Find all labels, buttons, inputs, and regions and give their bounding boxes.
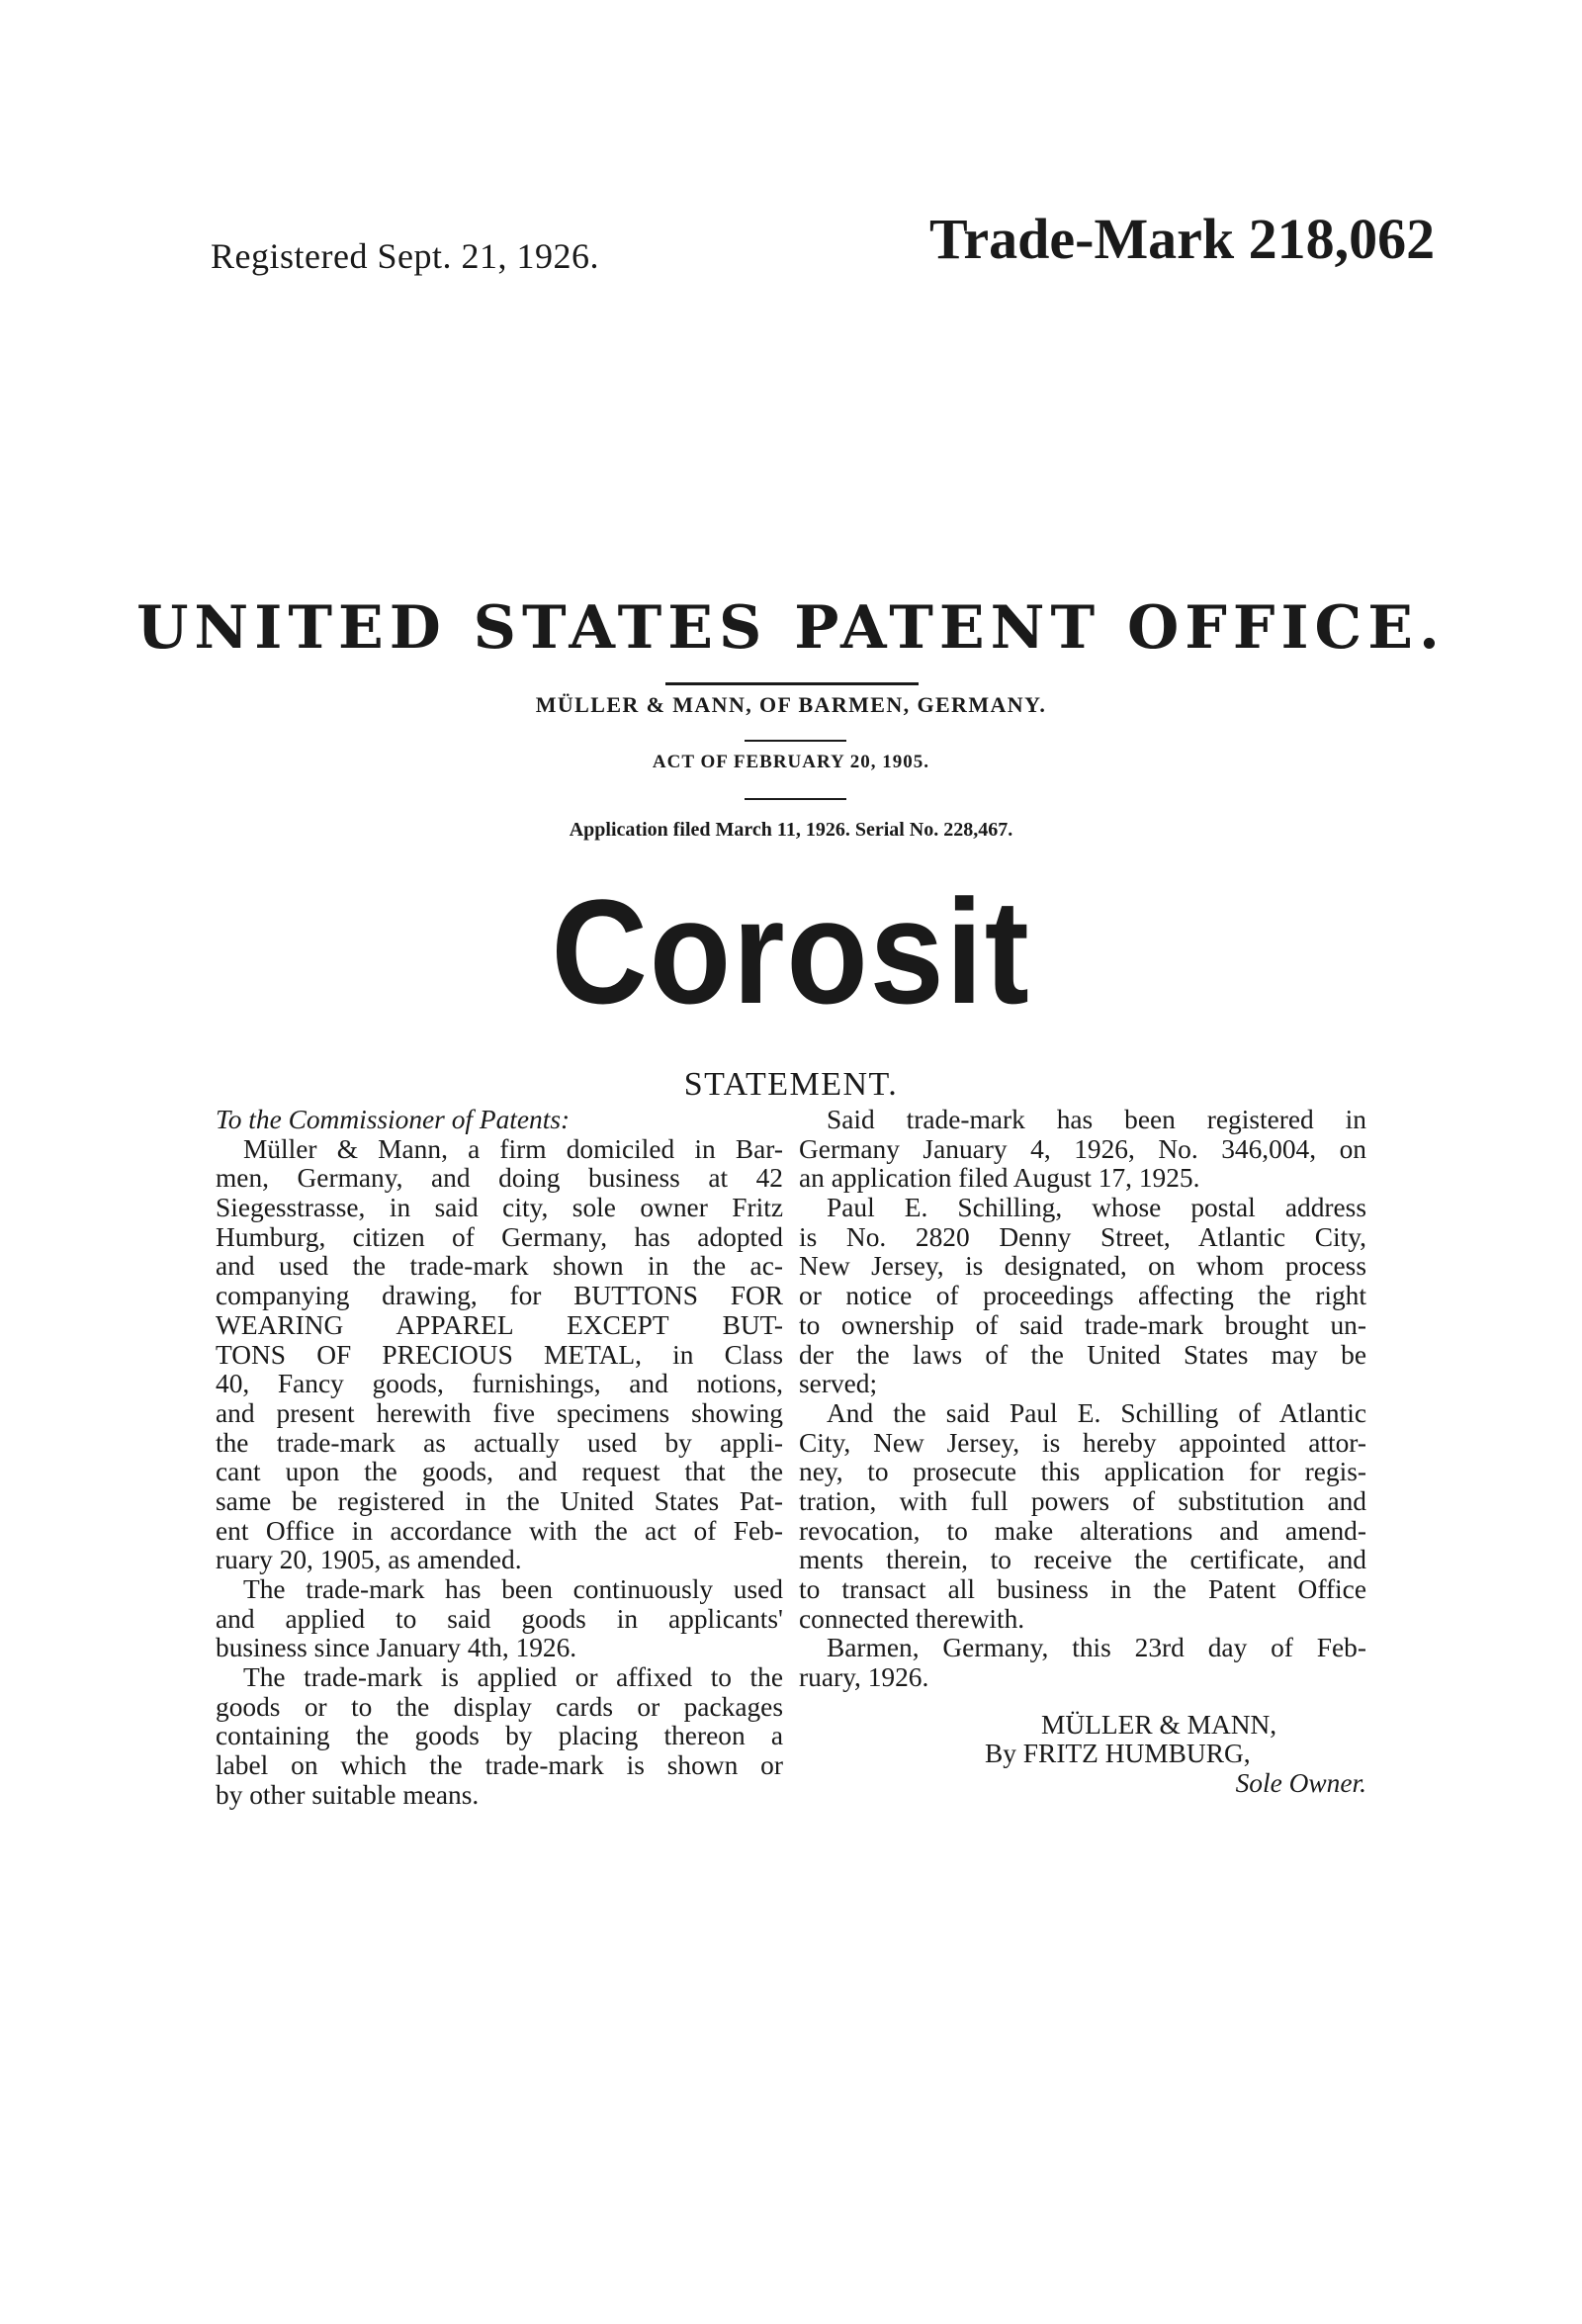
statement-left-column (216, 1106, 783, 1811)
act-line: ACT OF FEBRUARY 20, 1905. (652, 752, 930, 772)
text-line: TONS OF PRECIOUS METAL, in Class (216, 1339, 783, 1370)
text-line: WEARING APPAREL EXCEPT BUT- (216, 1309, 783, 1340)
signature-role: Sole Owner. (1235, 1768, 1366, 1799)
applicant-line: MÜLLER & MANN, OF BARMEN, GERMANY. (535, 692, 1047, 717)
text-line: der the laws of the United States may be (799, 1339, 1366, 1370)
text-line: Humburg, citizen of Germany, has adopted (216, 1221, 783, 1252)
text-line: ney, to prosecute this application for regis- (799, 1457, 1366, 1487)
text-line: and present herewith five specimens showing (216, 1397, 783, 1428)
signature-firm: MÜLLER & MANN, (1041, 1709, 1277, 1740)
text-line: to ownership of said trade-mark brought un- (799, 1309, 1366, 1340)
signature-by: By FRITZ HUMBURG, (985, 1739, 1251, 1769)
text-line: tration, with full powers of substitution and (799, 1485, 1366, 1516)
divider (665, 682, 919, 685)
statement-right-column (799, 1106, 1366, 1799)
text-line: same be registered in the United States Pat- (216, 1485, 783, 1516)
text-line: And the said Paul E. Schilling of Atlantic (827, 1397, 1366, 1428)
office-title: UNITED STATES PATENT OFFICE. (136, 593, 1446, 663)
text-line: Müller & Mann, a firm domiciled in Bar- (243, 1133, 783, 1164)
text-line: business since January 4th, 1926. (216, 1633, 577, 1663)
text-line: by other suitable means. (216, 1779, 480, 1810)
text-line: and used the trade-mark shown in the ac- (216, 1251, 783, 1282)
text-line: or notice of proceedings affecting the right (799, 1281, 1366, 1311)
text-line: Barmen, Germany, this 23rd day of Feb- (827, 1633, 1366, 1663)
text-line: served; (799, 1369, 878, 1399)
application-filed-line: Application filed March 11, 1926. Serial No. 228,467. (569, 819, 1013, 841)
text-line: Germany January 4, 1926, No. 346,004, on (799, 1133, 1366, 1164)
text-line: men, Germany, and doing business at 42 (216, 1163, 783, 1194)
salutation: To the Commissioner of Patents: (216, 1105, 571, 1134)
text-line: New Jersey, is designated, on whom process (799, 1251, 1366, 1282)
text-line: Paul E. Schilling, whose postal address (827, 1193, 1366, 1223)
trademark-word: Corosit (551, 868, 1031, 1034)
text-line: connected therewith. (799, 1603, 1025, 1634)
trademark-number: Trade-Mark 218,062 (929, 207, 1436, 271)
text-line: containing the goods by placing thereon a (216, 1721, 783, 1751)
text-line: 40, Fancy goods, furnishings, and notions, (216, 1369, 783, 1399)
text-line: the trade-mark as actually used by appli- (216, 1427, 783, 1458)
text-line: ments therein, to receive the certificate, and (799, 1545, 1366, 1575)
text-line: goods or to the display cards or packages (216, 1691, 783, 1722)
text-line: ruary, 1926. (799, 1662, 929, 1693)
text-line: Siegesstrasse, in said city, sole owner Fritz (216, 1193, 783, 1223)
text-line: The trade-mark is applied or affixed to the (243, 1662, 783, 1693)
text-line: ruary 20, 1905, as amended. (216, 1545, 522, 1575)
text-line: an application filed August 17, 1925. (799, 1163, 1200, 1194)
spacer (799, 1693, 1366, 1711)
text-line: revocation, to make alterations and amend- (799, 1515, 1366, 1546)
text-line: is No. 2820 Denny Street, Atlantic City, (799, 1221, 1366, 1252)
text-line: label on which the trade-mark is shown or (216, 1750, 783, 1781)
divider (745, 740, 846, 742)
text-line: City, New Jersey, is hereby appointed attor- (799, 1427, 1366, 1458)
registration-date: Registered Sept. 21, 1926. (211, 236, 599, 276)
text-line: and applied to said goods in applicants' (216, 1603, 783, 1634)
statement-heading: STATEMENT. (683, 1066, 899, 1103)
text-line: Said trade-mark has been registered in (827, 1105, 1366, 1134)
text-line: to transact all business in the Patent Office (799, 1574, 1366, 1604)
text-line: cant upon the goods, and request that the (216, 1457, 783, 1487)
text-line: companying drawing, for BUTTONS FOR (216, 1281, 783, 1311)
divider (745, 798, 846, 800)
text-line: The trade-mark has been continuously used (243, 1574, 783, 1604)
text-line: ent Office in accordance with the act of Feb- (216, 1515, 783, 1546)
